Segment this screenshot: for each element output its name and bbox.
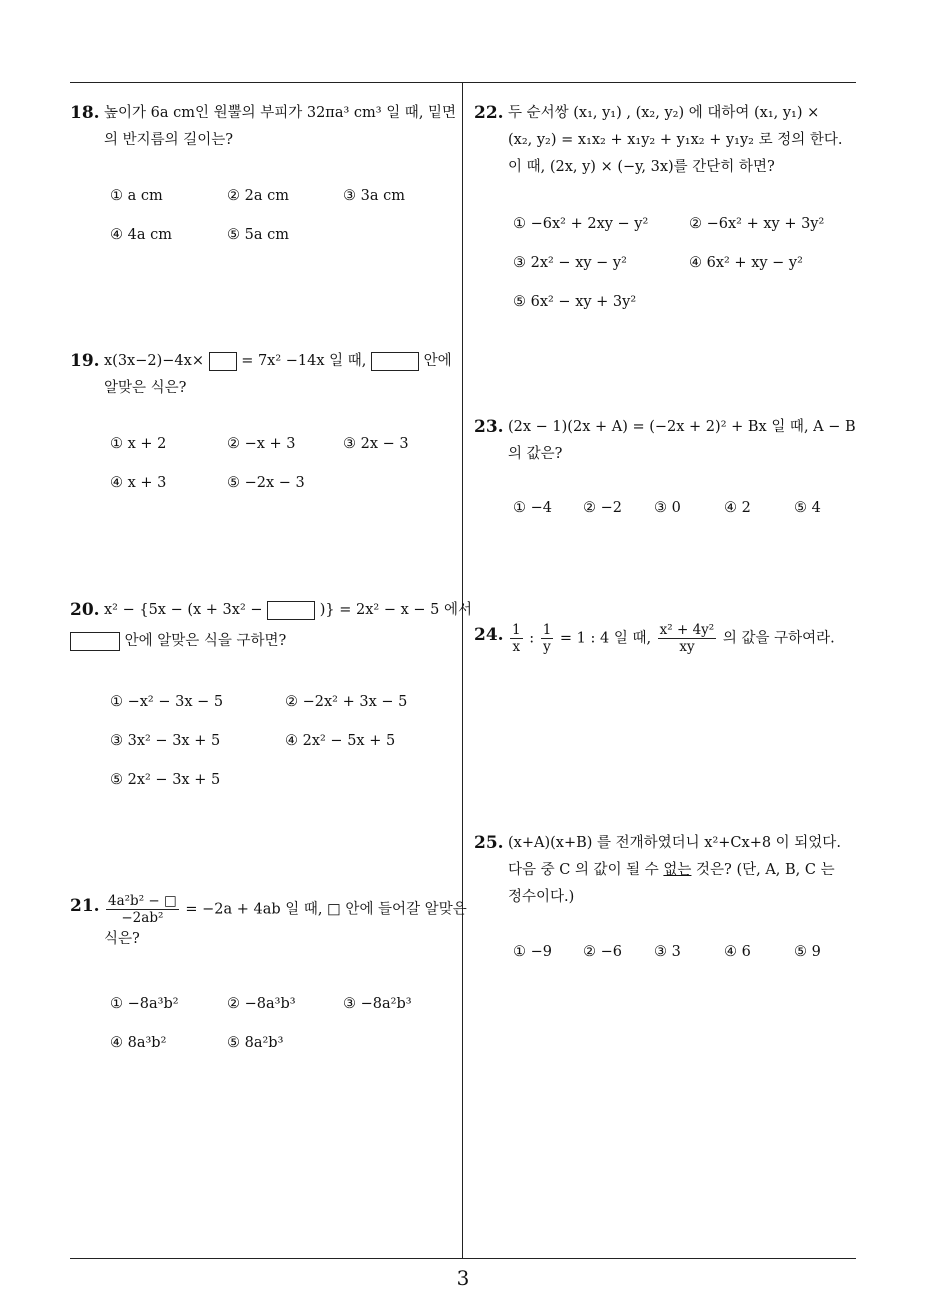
question-text: 안에 (423, 353, 452, 369)
option[interactable]: ③ 3x² − 3x + 5 (110, 733, 221, 749)
question-text: = 7x² −14x 일 때, (241, 353, 367, 369)
option[interactable]: ④ 2x² − 5x + 5 (285, 733, 396, 749)
option[interactable]: ① −x² − 3x − 5 (110, 694, 224, 710)
option[interactable]: ③ 0 (654, 500, 681, 516)
question-text: )} = 2x² − x − 5 에서 (319, 602, 472, 618)
question-text: = −2a + 4ab 일 때, □ 안에 들어갈 알맞은 (185, 901, 467, 918)
question-text: x(3x−2)−4x× (104, 353, 204, 369)
question-22 (474, 100, 864, 181)
option[interactable]: ④ 4a cm (110, 227, 172, 243)
question-number: 23. (474, 417, 504, 437)
question-text: 것은? (단, A, B, C 는 (696, 862, 835, 878)
question-number: 18. (70, 103, 100, 123)
option[interactable]: ④ 2 (724, 500, 751, 516)
option[interactable]: ③ 2x² − xy − y² (513, 255, 627, 271)
question-text: : (529, 630, 535, 647)
question-21 (70, 893, 467, 953)
page-number: 3 (456, 1266, 470, 1290)
option[interactable]: ① −6x² + 2xy − y² (513, 216, 649, 232)
question-text: (2x − 1)(2x + A) = (−2x + 2)² + Bx 일 때, A − B (508, 419, 856, 435)
question-24 (474, 622, 864, 655)
option[interactable]: ① −9 (513, 944, 552, 960)
option[interactable]: ④ 8a³b² (110, 1035, 167, 1051)
blank-box (70, 632, 120, 651)
fraction: $\frac{1}{x}$ (512, 622, 521, 655)
question-number: 20. (70, 600, 100, 620)
question-text: 의 값은? (508, 446, 563, 462)
option[interactable]: ⑤ 2x² − 3x + 5 (110, 772, 221, 788)
question-number: 24. (474, 625, 504, 645)
blank-box (209, 352, 237, 371)
option[interactable]: ② −2x² + 3x − 5 (285, 694, 408, 710)
question-text: 안에 알맞은 식을 구하면? (124, 633, 287, 649)
option[interactable]: ⑤ −2x − 3 (227, 475, 305, 491)
option[interactable]: ③ 3 (654, 944, 681, 960)
question-18 (70, 100, 460, 154)
question-19 (70, 348, 460, 402)
option[interactable]: ④ 6x² + xy − y² (689, 255, 803, 271)
option[interactable]: ② −6 (583, 944, 622, 960)
question-text: 이 때, (2x, y) × (−y, 3x)를 간단히 하면? (508, 159, 775, 175)
question-23 (474, 414, 864, 468)
option[interactable]: ⑤ 4 (794, 500, 821, 516)
top-rule (70, 82, 856, 83)
option[interactable]: ⑤ 9 (794, 944, 821, 960)
question-text: 다음 중 C 의 값이 될 수 (508, 862, 659, 878)
question-text: 의 반지름의 길이는? (104, 132, 234, 148)
option[interactable]: ① x + 2 (110, 436, 167, 452)
option[interactable]: ② −x + 3 (227, 436, 296, 452)
blank-box (371, 352, 419, 371)
question-number: 19. (70, 351, 100, 371)
option[interactable]: ④ 6 (724, 944, 751, 960)
option[interactable]: ② −8a³b³ (227, 996, 296, 1012)
option[interactable]: ⑤ 6x² − xy + 3y² (513, 294, 637, 310)
question-text: 식은? (104, 931, 140, 947)
option[interactable]: ⑤ 5a cm (227, 227, 289, 243)
question-20 (70, 597, 472, 655)
fraction: $\frac{\text{x² + 4y²}}{xy}$ (659, 622, 715, 655)
question-text: 높이가 6a cm인 원뿔의 부피가 32πa³ cm³ 일 때, 밑면 (104, 105, 457, 121)
question-text: x² − {5x − (x + 3x² − (104, 602, 263, 618)
option[interactable]: ② −6x² + xy + 3y² (689, 216, 825, 232)
fraction: $\frac{1}{y}$ (542, 622, 552, 655)
blank-box (267, 601, 315, 620)
question-number: 21. (70, 896, 100, 916)
option[interactable]: ① a cm (110, 188, 163, 204)
option[interactable]: ④ x + 3 (110, 475, 167, 491)
option[interactable]: ② −2 (583, 500, 622, 516)
question-text: 알맞은 식은? (104, 380, 187, 396)
bottom-rule (70, 1258, 856, 1259)
option[interactable]: ③ 3a cm (343, 188, 405, 204)
option[interactable]: ⑤ 8a²b³ (227, 1035, 284, 1051)
option[interactable]: ③ −8a²b³ (343, 996, 412, 1012)
option[interactable]: ① −4 (513, 500, 552, 516)
underlined-word: 없는 (663, 862, 692, 878)
option[interactable]: ② 2a cm (227, 188, 289, 204)
question-text: = 1 : 4 일 때, (559, 630, 652, 647)
column-divider (462, 83, 463, 1258)
question-text: 두 순서쌍 (x₁, y₁) , (x₂, y₂) 에 대하여 (x₁, y₁) × (508, 105, 820, 121)
fraction: $\frac{\text{4a²b² − □}}{\text{−2ab²}}$ (108, 893, 177, 926)
question-text: 정수이다.) (508, 889, 575, 905)
question-text: (x+A)(x+B) 를 전개하였더니 x²+Cx+8 이 되었다. (508, 835, 841, 851)
question-25 (474, 830, 864, 911)
question-text: 의 값을 구하여라. (722, 630, 835, 647)
question-number: 22. (474, 103, 504, 123)
option[interactable]: ① −8a³b² (110, 996, 179, 1012)
question-text: (x₂, y₂) = x₁x₂ + x₁y₂ + y₁x₂ + y₁y₂ 로 정의 한다. (508, 132, 843, 148)
question-number: 25. (474, 833, 504, 853)
option[interactable]: ③ 2x − 3 (343, 436, 409, 452)
